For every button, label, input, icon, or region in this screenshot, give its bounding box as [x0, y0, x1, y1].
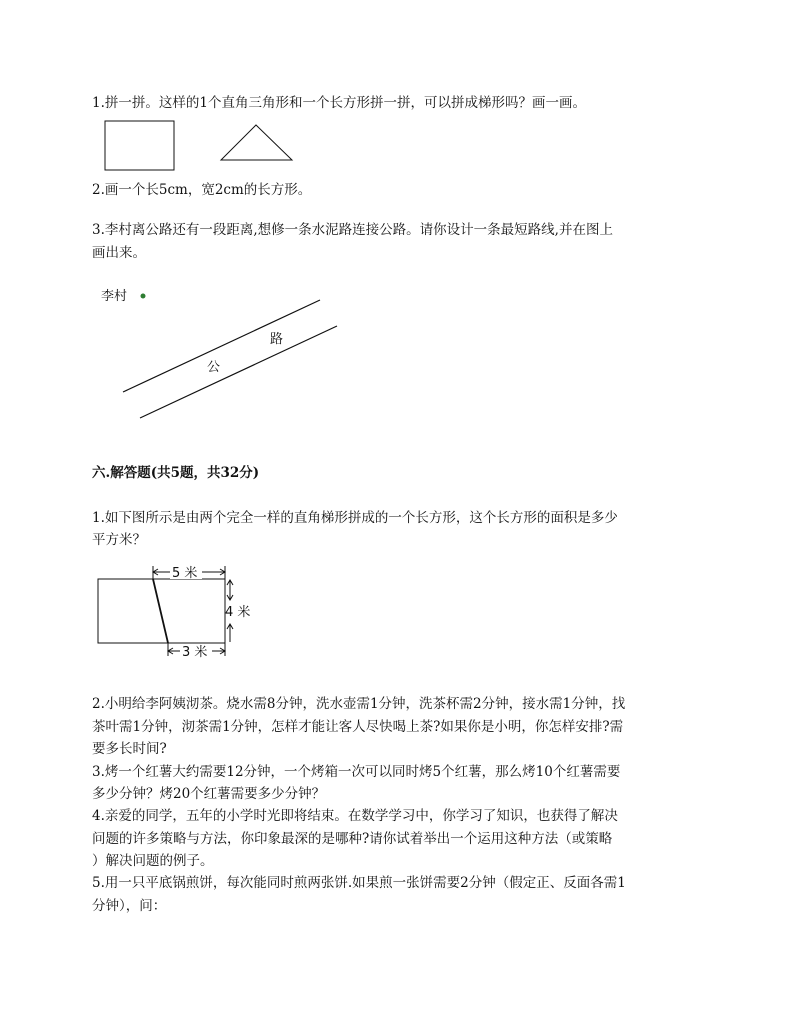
p4-text-line1: 4.亲爱的同学，五年的小学时光即将结束。在数学学习中，你学习了知识，也获得了解决 [92, 808, 618, 824]
p1-dim-top-label: 5 米 [172, 566, 198, 581]
section6-title: 六.解答题(共5题，共32分) [92, 465, 260, 481]
p1-dim-right-label: 4 米 [225, 605, 251, 620]
q3-text-line1: 3.李村离公路还有一段距离,想修一条水泥路连接公路。请你设计一条最短路线,并在图上 [92, 222, 613, 238]
p1-dim-bottom-label: 3 米 [182, 645, 208, 660]
road-label-gong: 公 [207, 360, 221, 375]
p5-text-line1: 5.用一只平底锅煎饼，每次能同时煎两张饼.如果煎一张饼需要2分钟（假定正、反面各需1 [92, 875, 626, 891]
p1-slanted-cut [153, 579, 168, 643]
road-label-lu: 路 [270, 332, 284, 347]
p2-text-line3: 要多长时间? [92, 741, 167, 757]
q3-text-line2: 画出来。 [92, 245, 146, 261]
p1-text-line2: 平方米？ [92, 532, 146, 548]
p1-text-line1: 1.如下图所示是由两个完全一样的直角梯形拼成的一个长方形，这个长方形的面积是多少 [92, 510, 618, 526]
village-label: 李村 [101, 289, 128, 304]
q1-text: 1.拼一拼。这样的1个直角三角形和一个长方形拼一拼，可以拼成梯形吗？画一画。 [92, 95, 586, 111]
p2-text-line2: 茶叶需1分钟，沏茶需1分钟，怎样才能让客人尽快喝上茶?如果你是小明，你怎样安排?需 [92, 719, 624, 735]
p4-text-line2: 问题的许多策略与方法，你印象最深的是哪种?请你试着举出一个运用这种方法（或策略 [92, 831, 613, 847]
p4-text-line3: ）解决问题的例子。 [92, 853, 214, 869]
p1-outer-rectangle [98, 579, 225, 643]
p3-text-line2: 多少分钟？烤20个红薯需要多少分钟？ [92, 786, 326, 802]
p2-text-line1: 2.小明给李阿姨沏茶。烧水需8分钟，洗水壶需1分钟，洗茶杯需2分钟，接水需1分钟，找 [92, 696, 626, 712]
p3-text-line1: 3.烤一个红薯大约需要12分钟，一个烤箱一次可以同时烤5个红薯，那么烤10个红薯需要 [92, 764, 621, 780]
p5-text-line2: 分钟），问： [92, 898, 167, 914]
q2-text: 2.画一个长5cm，宽2cm的长方形。 [92, 182, 312, 198]
